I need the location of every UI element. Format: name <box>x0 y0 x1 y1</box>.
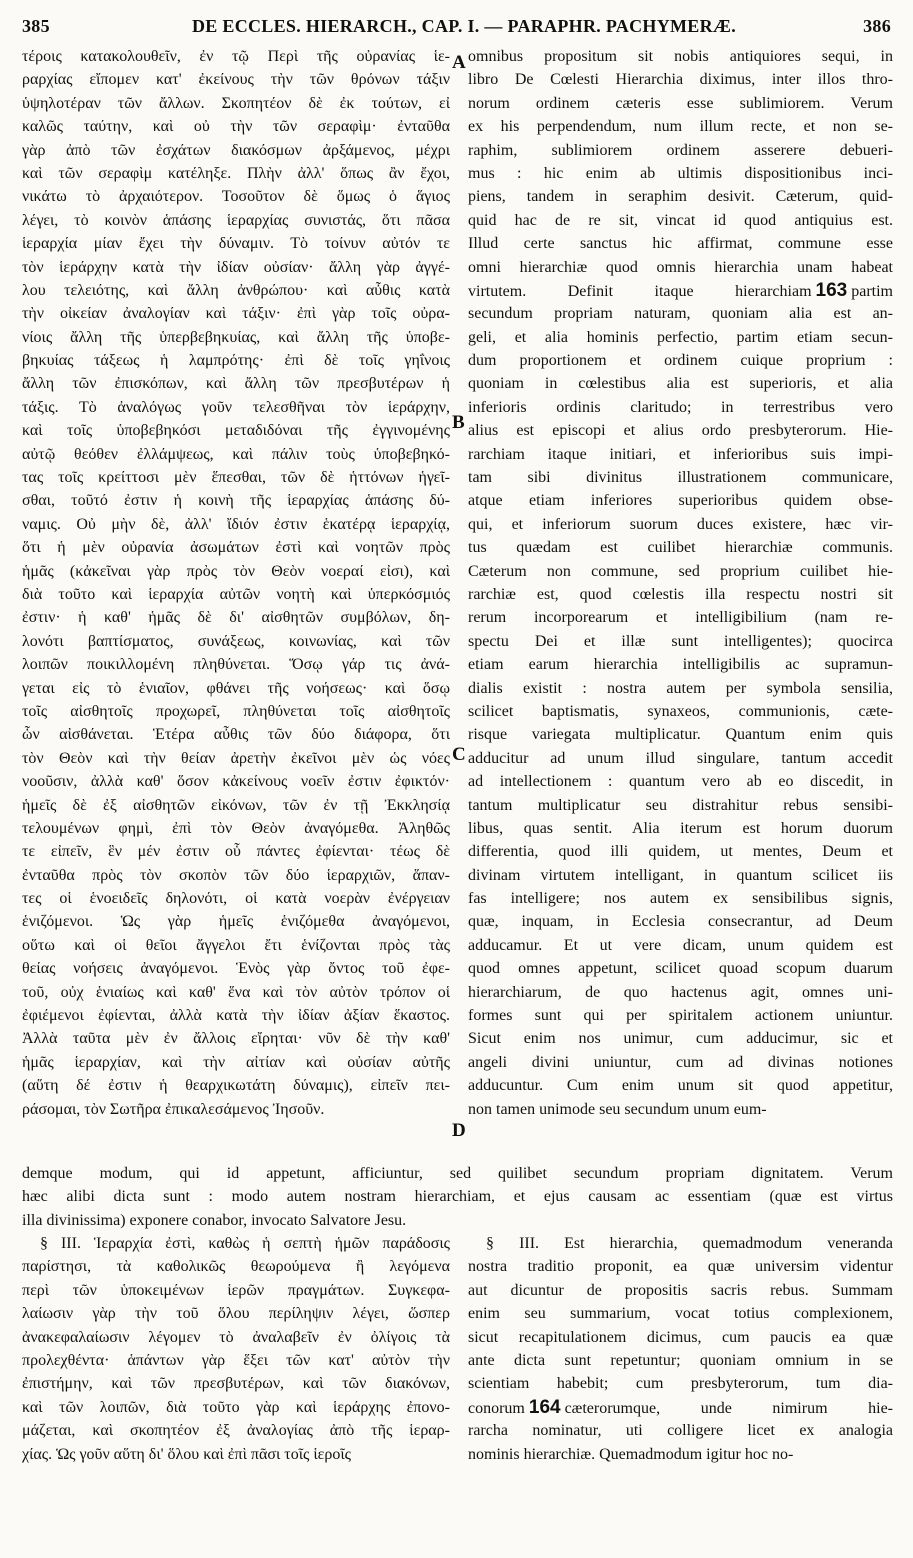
latin-line: scientiam habebit; cum presbyterorum, tum dia- <box>468 1375 893 1393</box>
greek-line: ἐφιέμενοι ἐφίενται, ἀλλὰ κατὰ τὴν ἰδίαν ἀξίαν ἕκαστος. <box>22 1007 450 1025</box>
greek-line: ἡμᾶς ἱεραρχίαν, καὶ τὴν αἰτίαν καὶ οὐσίαν αὐτῆς <box>22 1053 450 1071</box>
greek-line: λονότι βαπτίσματος, συνάξεως, κοινωνίας, καὶ τῶν <box>22 632 450 650</box>
latin-line: tus quædam est cuilibet hierarchiæ communis. <box>468 539 893 557</box>
greek-line: τες οἱ ἑνοειδεῖς δηλονότι, οἱ κατὰ νοερὰν ἐνέργειαν <box>22 890 450 908</box>
greek-line: τὴν οἰκείαν ἀναλογίαν καὶ τάξιν· ἐπὶ γὰρ τοῖς οὐρα- <box>22 305 450 323</box>
latin-line: libus, quas sentit. Alia iterum est horum duorum <box>468 819 893 837</box>
greek-line: καὶ τοῖς ὑποβεβηκόσι μεταδιδόναι τῆς ἐγγινομένης <box>22 422 450 440</box>
column-number-163: 163 <box>815 279 848 301</box>
margin-marker-d: D <box>452 1120 466 1141</box>
greek-line: ἐνταῦθα πρὸς τὸν σκοπὸν τῶν δύο ἱεραρχιῶν, ἅπαν- <box>22 866 450 884</box>
latin-line: raphim, sublimiorem ordinem asserere debueri- <box>468 141 893 159</box>
greek-line: διὰ τοῦτο καὶ ἱεραρχία αὐτῶν νοητὴ καὶ ὑπερκόσμιός <box>22 585 450 603</box>
greek-line: μάζεται, καὶ σκοπητέον ἐξ ἀναλογίας ἀπὸ τῆς ἱεραρ- <box>22 1422 450 1440</box>
greek-line: βηκυίας τάξεως ἡ λαμπρότης· ἐπὶ δὲ τοῖς γηΐνοις <box>22 352 450 370</box>
greek-line: χίας. Ὡς γοῦν αὕτη δι' ὅλου καὶ ἐπὶ πᾶσι τοῖς ἱεροῖς <box>22 1445 352 1463</box>
latin-fragment: virtutem. Definit itaque hierarchiam <box>468 282 812 300</box>
latin-line: omnibus propositum sit nobis antiquiores sequi, in <box>468 48 893 65</box>
latin-line: norum ordinem cæteris esse sublimiorem. Verum <box>468 94 893 112</box>
margin-marker-a: A <box>452 52 466 73</box>
greek-line: τοῦ, οὐχ ἑνιαίως καὶ καθ' ἕνα καὶ τὸν αὐτὸν τρόπον οἱ <box>22 983 450 1001</box>
greek-line: καὶ τῶν λοιπῶν, διὰ τοῦτο γὰρ καὶ ἱεράρχης ἐπονο- <box>22 1398 450 1416</box>
latin-line: piens, tandem in seraphim desivit. Cæterum, quid- <box>468 188 893 206</box>
greek-line: γεται εἰς τὸ ἑνιαῖον, φθάνει τῆς νοήσεως· καὶ ὅσῳ <box>22 679 450 697</box>
greek-line: σθαι, τοῦτό ἐστιν ἡ κοινὴ τῆς ἱεραρχίας ἁπάσης δύ- <box>22 492 450 510</box>
latin-line: ante dicta sunt repetuntur; quoniam omnium in se <box>468 1351 893 1369</box>
latin-line: § III. Est hierarchia, quemadmodum veneranda <box>486 1235 893 1252</box>
greek-line: καὶ τῶν σεραφὶμ κατέληξε. Πλὴν ἀλλ' ὅπως ἂν ἔχοι, <box>22 164 450 182</box>
latin-line: formes sunt qui per spiritalem actionem uniuntur. <box>468 1007 893 1025</box>
greek-line: τας τοῖς κρείττοσι μὲν ἕπεσθαι, τῶν δὲ ἡττόνων ἡγεῖ- <box>22 469 450 487</box>
greek-column-lower <box>22 1232 450 1466</box>
page-number-right: 386 <box>863 16 891 36</box>
greek-line: τελουμένων φημὶ, ἐπὶ τὸν Θεὸν ἀναγόμεθα. Ἀληθῶς <box>22 819 450 837</box>
latin-line: angeli divini uniuntur, cum ad divinas notiones <box>468 1053 893 1071</box>
latin-line: ex his perpendendum, num illum recte, et non se- <box>468 118 893 136</box>
greek-line: λου τελειότης, καὶ ἄλλη ἀνθρώπου· καὶ αὖθις κατὰ <box>22 281 450 299</box>
latin-line: qui, et inferiorum suorum duces existere, hæc vir- <box>468 515 893 533</box>
latin-line: secundum propriam naturam, quoniam alia est an- <box>468 305 893 323</box>
greek-line: λέγει, τὸ κοινὸν ἁπάσης ἱεραρχίας συνιστάς, ὅτι πᾶσα <box>22 211 450 229</box>
greek-line: τὸν Θεὸν καὶ τὴν θείαν ἀρετὴν ἐκεῖνοι μὲν ὡς νόες <box>22 749 450 767</box>
greek-line: § III. Ἱεραρχία ἐστὶ, καθὼς ἡ σεπτὴ ἡμῶν παράδοσις <box>40 1235 450 1252</box>
greek-line: αὐτῷ θεόθεν ἐλλάμψεως, καὶ πάλιν τοὺς ὑποβεβηκό- <box>22 445 450 463</box>
latin-line: libro De Cœlesti Hierarchia diximus, inter illos thro- <box>468 71 893 89</box>
latin-line: fas intelligere; nos autem ex sensibilibus signis, <box>468 890 893 908</box>
greek-line: ἑνιζόμενοι. Ὡς γὰρ ἡμεῖς ἑνιζόμεθα ἀναγόμενοι, <box>22 913 450 931</box>
greek-line: Ἀλλὰ ταῦτα μὲν ἐν ἄλλοις εἴρηται· νῦν δὲ τὴν καθ' <box>22 1030 450 1048</box>
greek-line: ὧν αἰσθάνεται. Ἑτέρα αὖθις τῶν δύο διάφορα, ὅτι <box>22 726 450 744</box>
latin-line: hierarchiarum, de quo hactenus agit, omnes uni- <box>468 983 893 1001</box>
greek-line: ἀνακεφαλαίωσιν λέγομεν τὸ ἀναλαβεῖν ἐν ὀλίγοις τὰ <box>22 1328 450 1346</box>
greek-line: (αὕτη δέ ἐστιν ἡ θεαρχικωτάτη δύναμις), εἰπεῖν πει- <box>22 1077 450 1095</box>
latin-line: atque etiam inferiores superioribus quidem obse- <box>468 492 893 510</box>
margin-marker-c: C <box>452 744 466 765</box>
spanning-line: illa divinissima) exponere conabor, invocato Salvatore Jesu. <box>22 1211 407 1229</box>
latin-line: differentia, quod illi quidem, ut mentes, Deum et <box>468 843 893 861</box>
greek-line: οὕτω καὶ οἱ θεῖοι ἄγγελοι ἔτι ἑνίζονται πρὸς τὰς <box>22 936 450 954</box>
greek-line: ναμις. Οὐ μὴν δὲ, ἀλλ' ἴδιόν ἐστιν ἑκατέρᾳ ἱεραρχίᾳ, <box>22 515 450 533</box>
column-number-164: 164 <box>528 1396 561 1418</box>
latin-line: quæ, inquam, in Ecclesia consecrantur, ad Deum <box>468 913 893 931</box>
greek-line: ἡμᾶς (κἀκεῖναι γὰρ πρὸς τὸν Θεὸν νοεραί εἰσι), καὶ <box>22 562 450 580</box>
greek-line: παρίστησι, τὰ καθολικῶς θεωρούμενα ἢ λεγόμενα <box>22 1258 450 1276</box>
latin-line: adducuntur. Cum enim unum sit quod appetitur, <box>468 1077 893 1095</box>
latin-fragment: partim <box>851 282 893 300</box>
spanning-line: hæc alibi dicta sunt : modo autem nostram hierarchiam, et ejus causam ac essentiam (quæ est virtus <box>22 1188 893 1206</box>
greek-line: νίοις ἄλλη τῆς ὑπερβεβηκυίας, καὶ ἄλλη τῆς ὑποβε- <box>22 328 450 346</box>
greek-line: τάξις. Τὸ ἀναλόγως γοῦν τελεσθῆναι τὸν ἱεράρχην, <box>22 398 450 416</box>
running-title: DE ECCLES. HIERARCH., CAP. I. — PARAPHR. PACHYMERÆ. <box>192 16 736 36</box>
latin-line: adducamur. Et ut vere dicam, unum quidem est <box>468 936 893 954</box>
greek-line: καλῶς ταύτην, καὶ οὐ τὴν τῶν σεραφὶμ· ἐνταῦθα <box>22 118 450 136</box>
latin-column-upper <box>468 45 893 1121</box>
latin-line: tam sibi divinitus illustrationem communicare, <box>468 469 893 487</box>
latin-line: geli, et alia hominis perfectio, partim etiam secun- <box>468 328 893 346</box>
latin-line: omni hierarchiæ quod omnis hierarchia unam habeat <box>468 258 893 276</box>
greek-line: περὶ τῶν ὑποκειμένων ἱερῶν πραγμάτων. Συγκεφα- <box>22 1281 450 1299</box>
latin-line: dialis existit : nostra autem per symbola sensilia, <box>468 679 893 697</box>
latin-fragment: cæterorumque, unde nimirum hie- <box>564 1399 893 1417</box>
latin-line: tantum multiplicatur seu distrahitur rebus sensibi- <box>468 796 893 814</box>
greek-line: νικάτω τὸ ἀρχαιότερον. Τοσοῦτον δὲ ὅμως ὁ ἅγιος <box>22 188 450 206</box>
latin-column-lower <box>468 1232 893 1466</box>
greek-line: ὅτι ἡ μὲν οὐρανία ἀσωμάτων ἐστὶ καὶ νοητῶν πρὸς <box>22 539 450 557</box>
margin-marker-b: B <box>452 412 465 433</box>
greek-line: ἡμεῖς δὲ ἐξ αἰσθητῶν εἰκόνων, τῶν ἐν τῇ Ἐκκλησίᾳ <box>22 796 450 814</box>
latin-line: spectu Dei et illæ sunt intelligentes); quocirca <box>468 632 893 650</box>
latin-line <box>468 279 893 302</box>
latin-line: rarchiam itaque initiari, et inferioribus suis impi- <box>468 445 893 463</box>
greek-line: λοιπῶν ποικιλλομένη πληθύνεται. Ὅσῳ γάρ τις ἀνά- <box>22 656 450 674</box>
latin-line: divinam virtutem intelligant, in quantum scilicet iis <box>468 866 893 884</box>
latin-line: rarcha nominatur, uti colligere licet ex analogia <box>468 1422 893 1440</box>
greek-line: ἱεραρχία μίαν ἔχει τὴν δύναμιν. Τὸ τοίνυν αὐτόν τε <box>22 235 450 253</box>
latin-line: rerum incorporearum et intelligibilium (nam re- <box>468 609 893 627</box>
latin-line: Cæterum non commune, sed proprium cuilibet hie- <box>468 562 893 580</box>
greek-line: τέροις κατακολουθεῖν, ἐν τῷ Περὶ τῆς οὐρανίας ἱε- <box>22 48 450 65</box>
latin-line: rarchiæ est, quod cœlestis illa respectu nostri sit <box>468 585 893 603</box>
latin-line: quid hac de re sit, vincat id quod antiquius est. <box>468 211 893 229</box>
greek-line: ἄλλη τῶν ἐπισκόπων, καὶ ἄλλη τῶν πρεσβυτέρων ἡ <box>22 375 450 393</box>
latin-line: inferioris ordinis claritudo; in terrestribus vero <box>468 398 893 416</box>
latin-line: Illud certe sanctus hic affirmat, commune esse <box>468 235 893 253</box>
latin-line: risque variegata multiplicatur. Quantum enim quis <box>468 726 893 744</box>
latin-line: enim seu summarium, vocat totius complexionem, <box>468 1305 893 1323</box>
greek-line: ὑψηλοτέραν τῶν ἄλλων. Σκοπητέον δὲ ἐκ τούτων, εἰ <box>22 94 450 112</box>
latin-line: sicut recapitulationem dicimus, cum paucis ea quæ <box>468 1328 893 1346</box>
greek-line: γὰρ ἀπὸ τῶν ἐσχάτων διακόσμων ἀρξάμενος, μέχρι <box>22 141 450 159</box>
latin-line: mus : hic enim ab ultimis dispositionibus inci- <box>468 164 893 182</box>
greek-line: θείας νοήσεις ἀναγόμενοι. Ἑνὸς γὰρ ὄντος τοῦ ἐφε- <box>22 960 450 978</box>
greek-line: προλεχθέντα· ἁπάντων γὰρ ἕξει τῶν κατ' αὐτὸν τὴν <box>22 1351 450 1369</box>
latin-line: quoniam in cœlestibus alia est superioris, et alia <box>468 375 893 393</box>
latin-line: quod omnes appetunt, scilicet quoad scopum duarum <box>468 960 893 978</box>
greek-line: τὸν ἱεράρχην κατὰ τὴν ἰδίαν οὐσίαν· ἄλλη γὰρ ἀγγέ- <box>22 258 450 276</box>
greek-line: λαίωσιν γὰρ τὴν τοῦ ὅλου περίληψιν λέγει, ὥσπερ <box>22 1305 450 1323</box>
greek-column-upper <box>22 45 450 1121</box>
greek-line: ἐπιστήμην, καὶ τῶν πρεσβυτέρων, καὶ τῶν διακόνων, <box>22 1375 450 1393</box>
page-number-left: 385 <box>22 16 50 36</box>
latin-line: scilicet baptismatis, synaxeos, communionis, cæte- <box>468 702 893 720</box>
full-width-continuation <box>22 1162 893 1232</box>
latin-line <box>468 1396 893 1419</box>
running-header <box>22 16 891 40</box>
latin-line: nostra traditio proponit, ea quæ universim videntur <box>468 1258 893 1276</box>
latin-line: ad intellectionem : quantum vero ab eo discedit, in <box>468 773 893 791</box>
latin-line: alius est episcopi et alius ordo presbyterorum. Hie- <box>468 422 893 440</box>
latin-line: nominis hierarchiæ. Quemadmodum igitur hoc no- <box>468 1445 794 1463</box>
spanning-line: demque modum, qui id appetunt, afficiuntur, sed quilibet secundum propriam dignitatem. Verum <box>22 1165 893 1182</box>
latin-line: etiam earum hierarchia intelligibilis ac supramun- <box>468 656 893 674</box>
latin-line: Sicut enim nos unimur, cum adducimur, sic et <box>468 1030 893 1048</box>
greek-line: ἐστιν· ἡ καθ' ἡμᾶς δὲ δι' αἰσθητῶν συμβόλων, δη- <box>22 609 450 627</box>
greek-line: νοοῦσιν, ἀλλὰ καθ' ὅσον κἀκείνους νοεῖν ἐστιν ἐφικτόν· <box>22 773 450 791</box>
latin-line: aut dicuntur de propositis sacris rebus. Summam <box>468 1281 893 1299</box>
greek-line: ράσομαι, τὸν Σωτῆρα ἐπικαλεσάμενος Ἰησοῦν. <box>22 1100 325 1118</box>
greek-line: τε εἰπεῖν, ἓν μέν ἐστιν οὗ πάντες ἐφίενται· τέως δὲ <box>22 843 450 861</box>
latin-line: dum proportionem et ordinem cuique proprium : <box>468 352 893 370</box>
greek-line: τοῖς αἰσθητοῖς προχωρεῖ, πληθύνεται τοῖς αἰσθητοῖς <box>22 702 450 720</box>
latin-line: non tamen unimode seu secundum unum eum- <box>468 1100 767 1118</box>
latin-fragment: conorum <box>468 1399 525 1417</box>
latin-line: adducitur ad unum illud singulare, tantum accedit <box>468 749 893 767</box>
greek-line: ραρχίας εἴπομεν κατ' ἐκείνους τὴν τῶν θρόνων τάξιν <box>22 71 450 89</box>
